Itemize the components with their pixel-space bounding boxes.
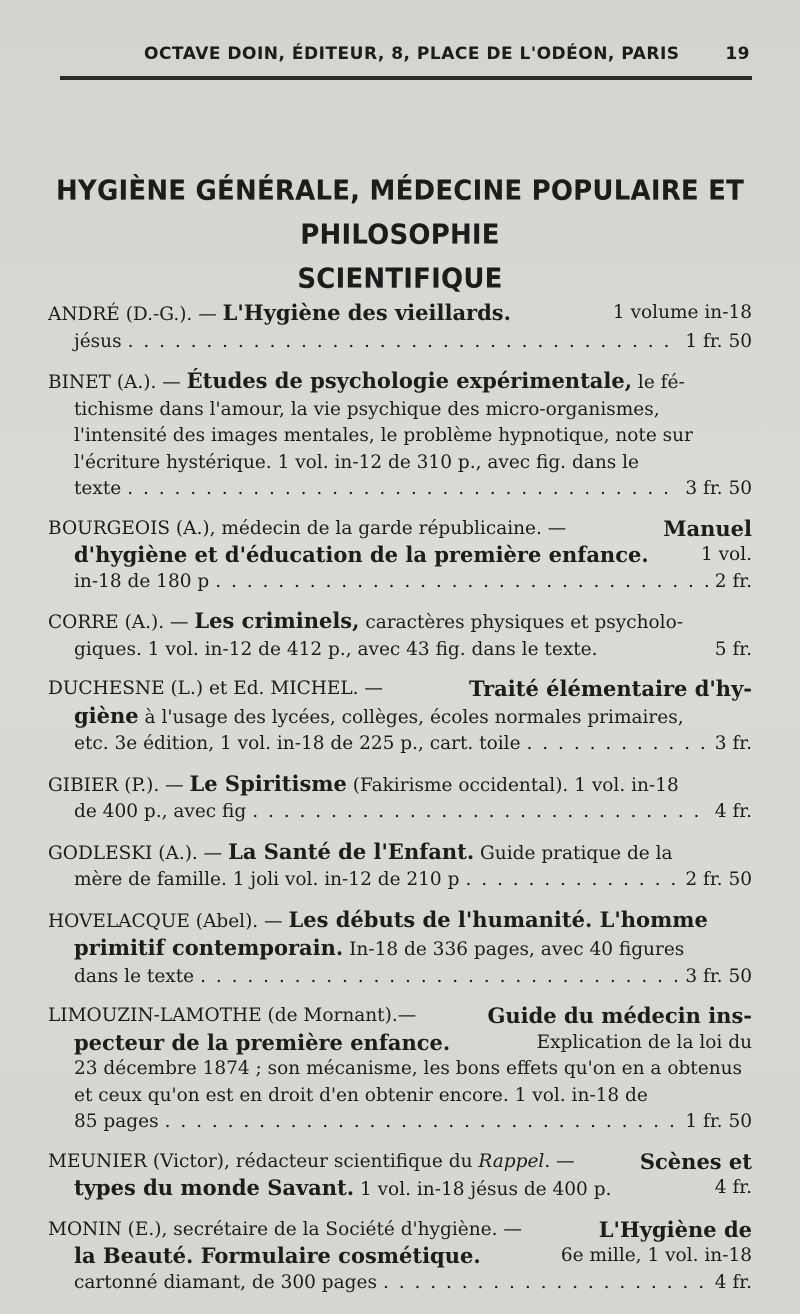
entry-description: 1 vol. in-18 jésus de 400 p. — [359, 1179, 612, 1200]
entry-price: 5 fr. — [714, 638, 752, 660]
leader-dots — [527, 731, 709, 758]
entry-description: (Fakirisme occidental). 1 vol. in-18 — [352, 774, 679, 796]
entry-binet — [48, 368, 752, 503]
section-title-line-2: SCIENTIFIQUE — [297, 263, 503, 295]
entry-price: 3 fr. 50 — [685, 478, 752, 499]
leader-dots — [127, 476, 679, 503]
entry-title: Les débuts de l'humanité. L'homme — [288, 906, 708, 932]
entry-author: BOURGEOIS (A.), médecin de la garde républicaine. — — [48, 517, 567, 539]
entry-price: 1 fr. 50 — [685, 330, 752, 352]
entry-corre — [48, 608, 752, 663]
entry-author: HOVELACQUE (Abel). — — [48, 910, 283, 932]
entry-description: jésus — [74, 330, 122, 352]
leader-dots — [252, 799, 709, 826]
entry-meunier — [48, 1149, 752, 1204]
entry-title: la Beauté. Formulaire cosmétique. — [74, 1243, 481, 1268]
entry-description: l'intensité des images mentales, le problème hypnotique, note sur — [74, 425, 693, 446]
entry-monin — [48, 1217, 752, 1297]
entry-godleski — [48, 839, 752, 894]
publisher-header: OCTAVE DOIN, ÉDITEUR, 8, PLACE DE L'ODÉON, PARIS — [144, 44, 680, 64]
entry-description: 85 pages — [74, 1111, 159, 1132]
entry-title: Le Spiritisme — [189, 770, 347, 796]
entry-price: 3 fr. 50 — [685, 965, 752, 987]
entry-title: La Santé de l'Enfant. — [228, 838, 475, 864]
section-title — [40, 169, 760, 301]
entry-price: 1 fr. 50 — [685, 1111, 752, 1132]
entry-description: 1 vol. — [700, 544, 752, 565]
entry-author: GIBIER (P.). — — [48, 774, 184, 796]
entry-limouzin-lamothe — [48, 1003, 752, 1136]
journal-name: Rappel. — [478, 1150, 551, 1172]
catalogue-entries — [48, 300, 752, 1309]
entry-description: caractères physiques et psycholo- — [365, 612, 683, 633]
entry-title: Manuel — [663, 515, 752, 541]
entry-author: CORRE (A.). — — [48, 612, 189, 633]
entry-title: types du monde Savant. — [74, 1175, 355, 1200]
entry-duchesne — [48, 676, 752, 758]
page-number: 19 — [725, 44, 750, 64]
entry-description: In-18 de 336 pages, avec 40 figures — [349, 939, 685, 960]
entry-price: 2 fr. — [714, 570, 752, 592]
entry-title: giène — [74, 702, 139, 728]
entry-author: MEUNIER (Victor), rédacteur scientifique du — [48, 1150, 473, 1172]
entry-price: 3 fr. — [714, 733, 752, 754]
entry-title: L'Hygiène des vieillards. — [222, 300, 511, 325]
entry-price: 4 fr. — [714, 1271, 752, 1293]
entry-description: giques. 1 vol. in-12 de 412 p., avec 43 fig. dans le texte. — [74, 638, 598, 660]
leader-dots — [383, 1270, 709, 1297]
entry-bourgeois — [48, 516, 752, 596]
entry-title: L'Hygiène de — [598, 1216, 752, 1242]
entry-description: Guide pratique de la — [480, 842, 673, 864]
entry-description: mère de famille. 1 joli vol. in-12 de 210 p — [74, 869, 460, 890]
entry-title: Guide du médecin ins- — [487, 1003, 752, 1028]
entry-title: primitif contemporain. — [74, 935, 344, 960]
entry-hovelacque — [48, 907, 752, 991]
leader-dots — [465, 867, 679, 894]
entry-author: DUCHESNE (L.) et Ed. MICHEL. — — [48, 678, 383, 699]
entry-description: et ceux qu'on est en droit d'en obtenir encore. 1 vol. in-18 de — [74, 1084, 648, 1106]
entry-andre — [48, 300, 752, 355]
entry-description: l'écriture hystérique. 1 vol. in-12 de 310 p., avec fig. dans le — [74, 451, 639, 473]
entry-price: 4 fr. — [714, 801, 752, 822]
entry-description: tichisme dans l'amour, la vie psychique des micro-organismes, — [74, 398, 660, 420]
entry-dash: — — [556, 1150, 575, 1172]
entry-description: texte — [74, 478, 122, 499]
leader-dots — [128, 329, 680, 356]
entry-description: cartonné diamant, de 300 pages — [74, 1271, 377, 1293]
entry-gibier — [48, 771, 752, 826]
entry-author: LIMOUZIN-LAMOTHE (de Mornant).— — [48, 1005, 417, 1026]
entry-description: Explication de la loi du — [536, 1031, 752, 1053]
entry-description: 23 décembre 1874 ; son mécanisme, les bons effets qu'on en a obtenus — [74, 1058, 743, 1079]
section-title-line-1: HYGIÈNE GÉNÉRALE, MÉDECINE POPULAIRE ET PHILOSOPHIE — [55, 175, 745, 251]
entry-description: à l'usage des lycées, collèges, écoles normales primaires, — [144, 706, 684, 728]
entry-author: MONIN (E.), secrétaire de la Société d'hygiène. — — [48, 1218, 522, 1240]
entry-description: dans le texte — [74, 965, 195, 987]
entry-description: etc. 3e édition, 1 vol. in-18 de 225 p., cart. toile — [74, 733, 521, 754]
leader-dots — [215, 569, 709, 596]
entry-author: ANDRÉ (D.-G.). — — [48, 304, 217, 325]
entry-title: Traité élémentaire d'hy- — [469, 676, 752, 701]
entry-title: d'hygiène et d'éducation de la première enfance. — [74, 542, 649, 567]
entry-author: GODLESKI (A.). — — [48, 842, 223, 864]
entry-price: 2 fr. 50 — [685, 869, 752, 890]
header-rule — [60, 76, 752, 80]
entry-title: Scènes et — [639, 1148, 752, 1174]
entry-title: pecteur de la première enfance. — [74, 1029, 451, 1055]
entry-description: le fé- — [637, 372, 685, 393]
leader-dots — [165, 1109, 680, 1136]
entry-price: 4 fr. — [714, 1177, 752, 1198]
entry-description: in-18 de 180 p — [74, 570, 210, 592]
entry-description: 6e mille, 1 vol. in-18 — [560, 1245, 752, 1266]
entry-title: Études de psychologie expérimentale, — [186, 368, 633, 393]
entry-description: de 400 p., avec fig — [74, 801, 247, 822]
entry-description: 1 volume in-18 — [612, 302, 752, 323]
entry-author: BINET (A.). — — [48, 372, 181, 393]
leader-dots — [200, 964, 679, 991]
entry-title: Les criminels, — [194, 608, 360, 633]
